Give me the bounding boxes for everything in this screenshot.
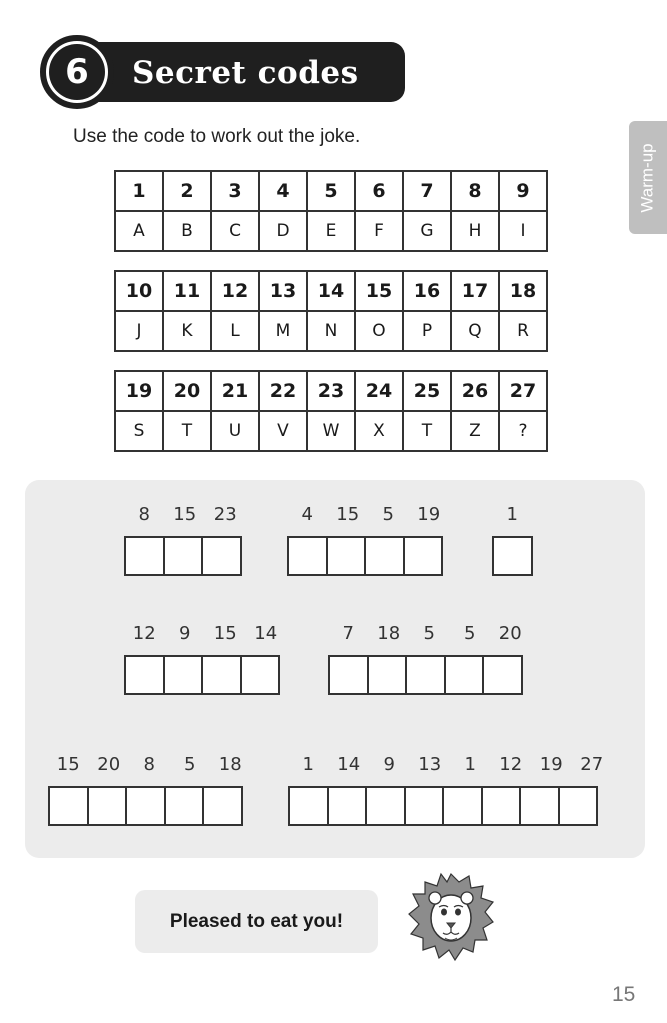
code-number: 10 — [115, 271, 163, 311]
answer-box[interactable] — [558, 786, 599, 826]
code-number: 26 — [451, 371, 499, 411]
word-group-1 — [124, 502, 246, 576]
code-table-3 — [114, 370, 548, 452]
code-letter: W — [307, 411, 355, 451]
clue-number: 8 — [143, 754, 155, 775]
code-number: 3 — [211, 171, 259, 211]
clue-number: 14 — [254, 623, 278, 644]
code-letter: E — [307, 211, 355, 251]
clue-number: 13 — [418, 754, 442, 775]
answer-box[interactable] — [48, 786, 89, 826]
answer-box[interactable] — [87, 786, 128, 826]
code-letter: C — [211, 211, 259, 251]
answer-box[interactable] — [201, 655, 242, 695]
page-title: Secret codes — [132, 55, 359, 91]
clue-number: 1 — [506, 504, 518, 525]
answer-box[interactable] — [163, 536, 204, 576]
answer-box[interactable] — [202, 786, 243, 826]
answer-box[interactable] — [124, 536, 165, 576]
code-letter: K — [163, 311, 211, 351]
code-number: 14 — [307, 271, 355, 311]
code-letter: Z — [451, 411, 499, 451]
answer-box[interactable] — [240, 655, 281, 695]
code-number: 13 — [259, 271, 307, 311]
clue-number: 15 — [173, 504, 197, 525]
clue-number: 1 — [302, 754, 314, 775]
code-letter: X — [355, 411, 403, 451]
code-number: 8 — [451, 171, 499, 211]
answer-box[interactable] — [492, 536, 533, 576]
clue-number: 7 — [342, 623, 354, 644]
answer-box[interactable] — [326, 536, 367, 576]
code-number: 7 — [403, 171, 451, 211]
code-number: 6 — [355, 171, 403, 211]
code-number: 1 — [115, 171, 163, 211]
code-letter: G — [403, 211, 451, 251]
word-group-2 — [287, 502, 449, 576]
code-letter: M — [259, 311, 307, 351]
clue-number: 15 — [56, 754, 80, 775]
word-group-4 — [124, 621, 286, 695]
answer-box[interactable] — [328, 655, 369, 695]
clue-number: 18 — [218, 754, 242, 775]
code-number: 15 — [355, 271, 403, 311]
answer-box[interactable] — [164, 786, 205, 826]
answer-box[interactable] — [482, 655, 523, 695]
code-letter: I — [499, 211, 547, 251]
code-letter: H — [451, 211, 499, 251]
lion-icon — [407, 870, 495, 962]
clue-number: 23 — [213, 504, 237, 525]
clue-number: 12 — [499, 754, 523, 775]
code-letter: O — [355, 311, 403, 351]
clue-number: 9 — [383, 754, 395, 775]
word-group-6 — [48, 752, 251, 826]
code-letter: B — [163, 211, 211, 251]
answer-box[interactable] — [403, 536, 444, 576]
code-number: 21 — [211, 371, 259, 411]
clue-number: 19 — [539, 754, 563, 775]
answer-box[interactable] — [481, 786, 522, 826]
clue-number: 20 — [97, 754, 121, 775]
word-group-5 — [328, 621, 531, 695]
code-number: 23 — [307, 371, 355, 411]
code-number: 18 — [499, 271, 547, 311]
clue-number: 15 — [336, 504, 360, 525]
clue-number: 5 — [184, 754, 196, 775]
answer-box[interactable] — [365, 786, 406, 826]
instruction-text: Use the code to work out the joke. — [73, 126, 361, 147]
code-number: 17 — [451, 271, 499, 311]
answer-box[interactable] — [201, 536, 242, 576]
clue-number: 15 — [213, 623, 237, 644]
answer-box[interactable] — [288, 786, 329, 826]
answer-box[interactable] — [364, 536, 405, 576]
clue-number: 5 — [423, 623, 435, 644]
clue-number: 14 — [337, 754, 361, 775]
section-tab-label: Warm-up — [638, 142, 658, 213]
answer-box[interactable] — [367, 655, 408, 695]
code-number: 4 — [259, 171, 307, 211]
code-letter: U — [211, 411, 259, 451]
clue-number: 9 — [179, 623, 191, 644]
clue-number: 5 — [464, 623, 476, 644]
code-letter: P — [403, 311, 451, 351]
code-number: 2 — [163, 171, 211, 211]
clue-number: 5 — [382, 504, 394, 525]
code-letter: T — [403, 411, 451, 451]
code-number: 19 — [115, 371, 163, 411]
clue-number: 20 — [498, 623, 522, 644]
clue-number: 8 — [138, 504, 150, 525]
code-letter: Q — [451, 311, 499, 351]
code-letter: T — [163, 411, 211, 451]
answer-box[interactable] — [442, 786, 483, 826]
clue-number: 12 — [132, 623, 156, 644]
answer-text: Pleased to eat you! — [135, 890, 378, 953]
answer-box[interactable] — [444, 655, 485, 695]
answer-box[interactable] — [405, 655, 446, 695]
code-letter: R — [499, 311, 547, 351]
answer-box[interactable] — [404, 786, 445, 826]
code-number: 22 — [259, 371, 307, 411]
code-letter: J — [115, 311, 163, 351]
clue-number: 19 — [417, 504, 441, 525]
code-number: 16 — [403, 271, 451, 311]
code-letter: S — [115, 411, 163, 451]
page-number: 15 — [612, 983, 636, 1006]
clue-number: 27 — [580, 754, 604, 775]
code-number: 24 — [355, 371, 403, 411]
section-tab[interactable] — [629, 121, 667, 234]
code-number: 20 — [163, 371, 211, 411]
code-letter: N — [307, 311, 355, 351]
code-table-2 — [114, 270, 548, 352]
code-letter: F — [355, 211, 403, 251]
activity-number: 6 — [49, 44, 105, 100]
answer-box[interactable] — [327, 786, 368, 826]
answer-box[interactable] — [519, 786, 560, 826]
code-number: 27 — [499, 371, 547, 411]
code-number: 9 — [499, 171, 547, 211]
word-group-7 — [288, 752, 612, 826]
code-number: 11 — [163, 271, 211, 311]
answer-box[interactable] — [287, 536, 328, 576]
code-number: 25 — [403, 371, 451, 411]
clue-number: 1 — [464, 754, 476, 775]
clue-number: 18 — [377, 623, 401, 644]
code-letter: V — [259, 411, 307, 451]
code-letter: A — [115, 211, 163, 251]
clue-number: 4 — [301, 504, 313, 525]
code-letter: L — [211, 311, 259, 351]
code-letter: ? — [499, 411, 547, 451]
answer-box[interactable] — [125, 786, 166, 826]
code-number: 5 — [307, 171, 355, 211]
answer-box[interactable] — [163, 655, 204, 695]
code-letter: D — [259, 211, 307, 251]
answer-box[interactable] — [124, 655, 165, 695]
code-table-1 — [114, 170, 548, 252]
code-number: 12 — [211, 271, 259, 311]
word-group-3 — [492, 502, 533, 576]
